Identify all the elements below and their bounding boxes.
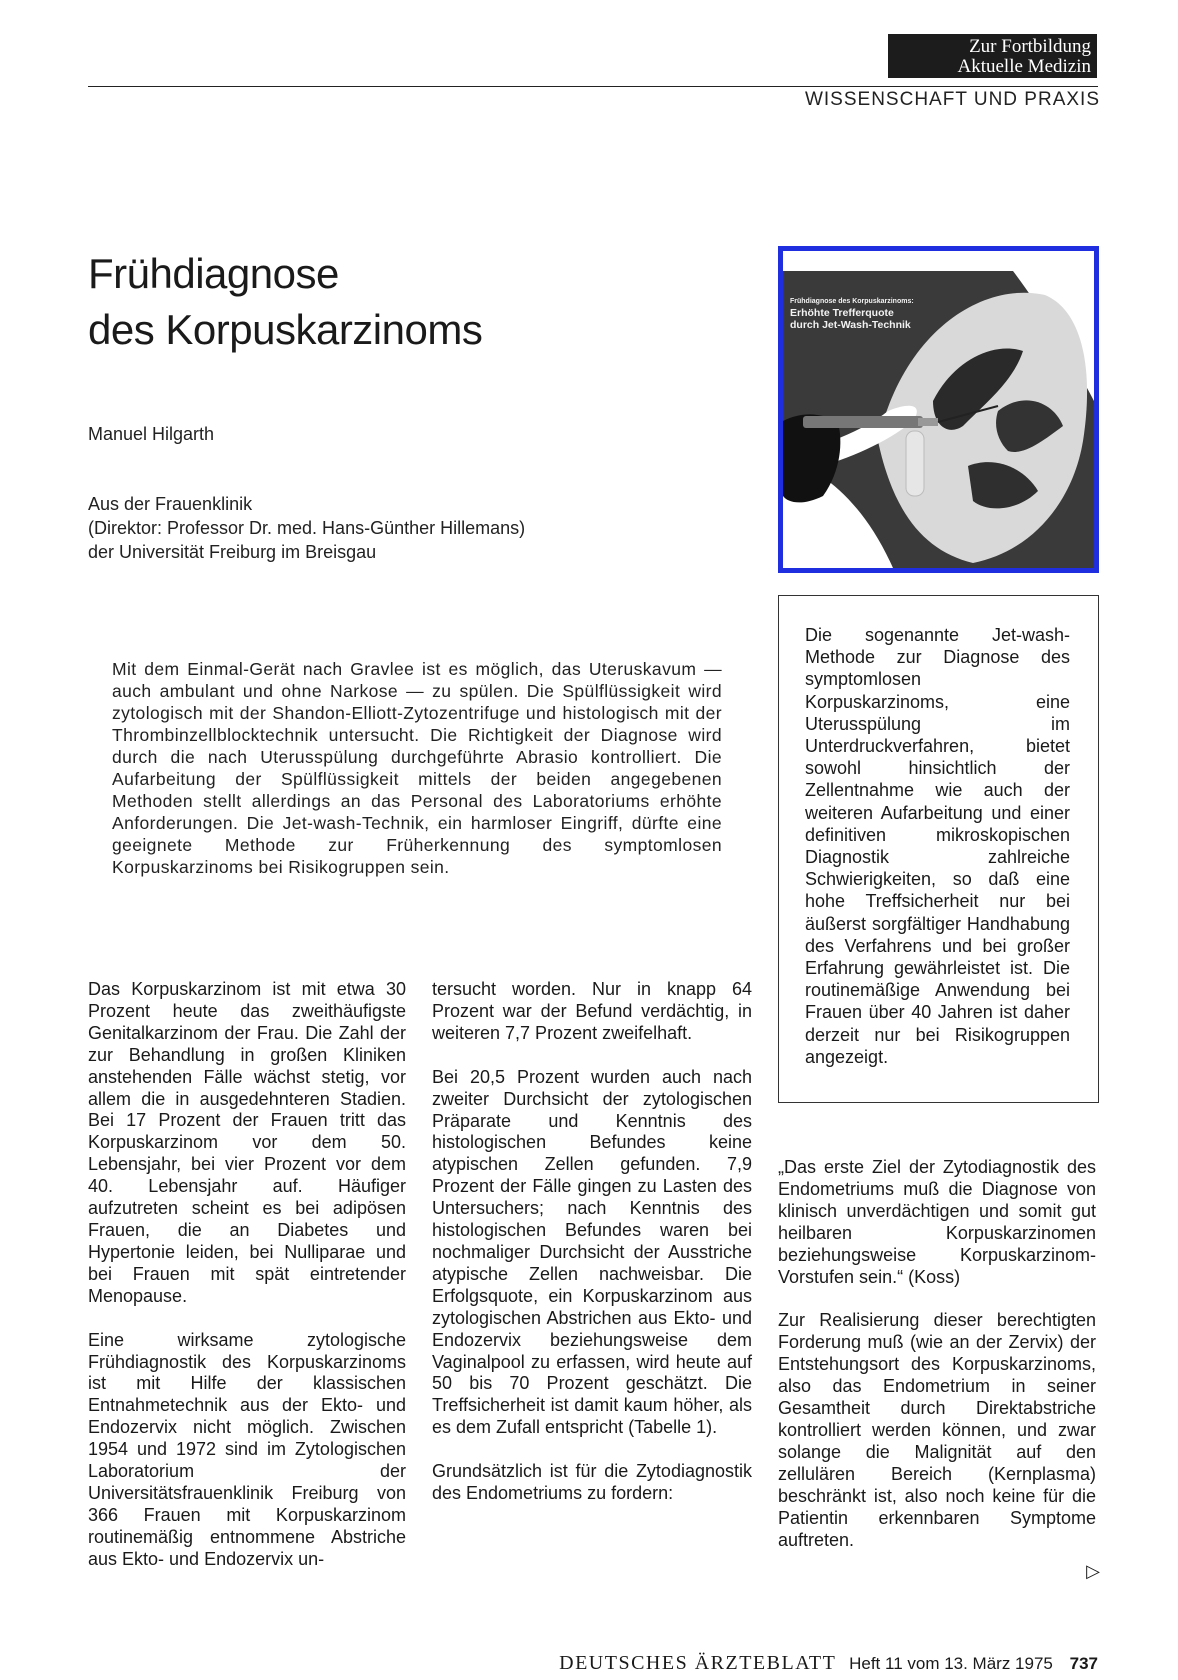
journal-name: DEUTSCHES ÄRZTEBLATT [559,1652,837,1674]
paragraph: Bei 20,5 Prozent wurden auch nach zweiter Durchsicht der zytologischen Präparate und Kenntnis des histologischen Befundes keine atypischen Zellen gefunden. 7,9 Prozent der Fälle gingen zu Lasten des Untersuchers; nach Kenntnis des histologischen Befundes waren bei nochmaliger Durchsicht der Ausstriche atypische Zellen nachweisbar. Die Erfolgsquote, ein Korpuskarzinom aus zytologischen Abstrichen aus Ekto- und Endozervix beziehungsweise dem Vaginalpool zu erfassen, wird heute auf 50 bis 70 Prozent geschätzt. Die Treffsicherheit ist damit kaum höher, als es dem Zufall entspricht (Tabelle 1). [432,1066,752,1438]
section-label: WISSENSCHAFT UND PRAXIS [804,89,1100,110]
body-column-1 [88,979,406,1593]
cover-image [778,246,1099,573]
cover-caption-small: Frühdiagnose des Korpuskarzinoms: [790,298,914,305]
paragraph: Zur Realisierung dieser berechtigten Forderung muß (wie an der Zervix) der Entstehungsort des Korpuskarzinoms, also das Endometrium in seiner Gesamtheit durch Direktabstriche kontrolliert werden können, und zwar solange die Malignität auf den zellulären Bereich (Kernplasma) beschränkt ist, also noch keine für die Patientin erkennbaren Symptome auftreten. [778,1310,1096,1550]
quote-paragraph: „Das erste Ziel der Zytodiagnostik des Endometriums muß die Diagnose von klinisch unverdächtigen und somit gut heilbaren Korpuskarzinomen beziehungsweise Korpuskarzinom-Vorstufen sein.“ (Koss) [778,1157,1096,1287]
body-column-3 [778,1157,1096,1573]
affiliation-line: der Universität Freiburg im Breisgau [88,542,377,562]
affiliation [88,492,525,564]
author: Manuel Hilgarth [88,424,215,444]
abstract: Mit dem Einmal-Gerät nach Gravlee ist es möglich, das Uteruskavum — auch ambulant und ohne Narkose — zu spülen. Die Spülflüssigkeit wird zytologisch mit der Shandon-Elliott-Zytozentrifuge und histologisch mit der Thrombinzellblocktechnik untersucht. Die Richtigkeit der Diagnose wird durch die nach Uterusspülung durchgeführte Abrasio kontrolliert. Die Aufarbeitung der Spülflüssigkeit mittels der beiden angegebenen Methoden stellt allerdings an das Personal des Laboratoriums erhöhte Anforderungen. Die Jet-wash-Technik, ein harmloser Eingriff, dürfte eine geeignete Methode zur Früherkennung des symptomlosen Korpuskarzinoms bei Risikogruppen sein. [112,659,722,877]
issue-info: Heft 11 vom 13. März 1975 [849,1654,1053,1673]
header-rule [88,86,1098,87]
affiliation-line: (Direktor: Professor Dr. med. Hans-Günther Hillemans) [88,518,526,538]
section-badge [888,34,1097,78]
cover-caption-line-1: Erhöhte Trefferquote [790,307,894,319]
paragraph: Grundsätzlich ist für die Zytodiagnostik des Endometriums zu fordern: [432,1461,752,1504]
cover-caption-line-2: durch Jet-Wash-Technik [790,319,911,331]
summary-box: Die sogenannte Jet-wash-Methode zur Diagnose des symptomlosen Korpuskarzinoms, eine Uterusspülung im Unterdruckverfahren, bietet sowohl hinsichtlich der Zellentnahme wie auch der weiteren Aufarbeitung und einer definitiven mikroskopischen Diagnostik zahlreiche Schwierigkeiten, so daß eine hohe Treffsicherheit nur bei äußerst sorgfältiger Handhabung des Verfahrens und bei großer Erfahrung gewährleistet ist. Die routinemäßige Anwendung bei Frauen über 40 Jahren ist daher derzeit nur bei Risikogruppen angezeigt. [778,595,1099,1103]
page-number: 737 [1069,1654,1098,1673]
cover-caption [790,297,914,331]
title-line-2: des Korpuskarzinoms [88,306,483,353]
article-title [88,246,482,358]
paragraph: tersucht worden. Nur in knapp 64 Prozent war der Befund verdächtig, in weiteren 7,7 Prozent zweifelhaft. [432,979,752,1043]
body-column-2 [432,979,752,1527]
badge-line-2: Aktuelle Medizin [957,56,1091,77]
continue-arrow-icon: ▷ [1086,1561,1100,1581]
paragraph: Eine wirksame zytologische Frühdiagnostik des Korpuskarzinoms ist mit Hilfe der klassischen Entnahmetechnik aus der Ekto- und Endozervix nicht möglich. Zwischen 1954 und 1972 sind im Zytologischen Laboratorium der Universitätsfrauenklinik Freiburg von 366 Frauen mit Korpuskarzinom routinemäßig entnommene Abstriche aus Ekto- und Endozervix un- [88,1329,406,1569]
title-line-1: Frühdiagnose [88,250,339,297]
paragraph: Das Korpuskarzinom ist mit etwa 30 Prozent heute das zweithäufigste Genitalkarzinom der Frau. Die Zahl der zur Behandlung in großen Kliniken anstehenden Fälle wächst stetig, vor allem die in ausgedehnteren Stadien. Bei 17 Prozent der Frauen tritt das Korpuskarzinom vor dem 50. Lebensjahr, bei vier Prozent vor dem 40. Lebensjahr auf. Häufiger aufzutreten scheint es bei adipösen Frauen, die an Diabetes und Hypertonie leiden, bei Nulliparae und bei Frauen mit spät eintretender Menopause. [88,979,406,1306]
page-footer [559,1652,1098,1675]
badge-line-1: Zur Fortbildung [969,36,1091,57]
affiliation-line: Aus der Frauenklinik [88,494,253,514]
